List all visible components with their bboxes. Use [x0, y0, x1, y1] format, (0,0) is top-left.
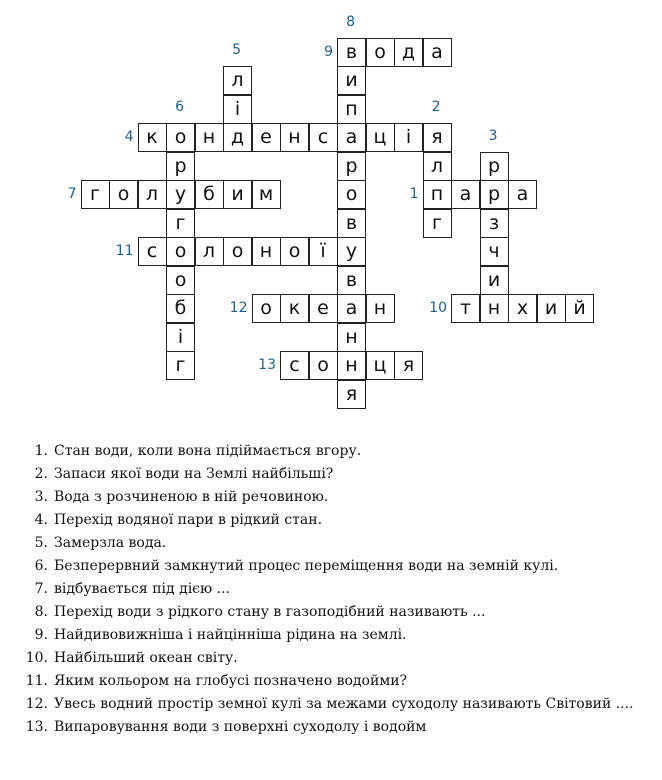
clue-item-text: Перехід водяної пари в рідкий стан.	[54, 512, 323, 528]
crossword-cell: о	[337, 180, 366, 209]
clue-item	[14, 509, 634, 532]
clue-number-8: 8	[346, 13, 355, 30]
crossword-cell: н	[337, 351, 366, 380]
clue-number-6: 6	[175, 99, 184, 115]
crossword-cell: н	[195, 123, 224, 152]
crossword-cell: и	[537, 294, 566, 323]
clue-number-10: 10	[429, 300, 447, 316]
clue-item-text: Найбільший океан світу.	[54, 650, 238, 666]
clue-item-number: 8.	[34, 604, 48, 620]
crossword-cell: т	[451, 294, 480, 323]
crossword-cell: ц	[366, 351, 395, 380]
crossword-cell: о	[109, 180, 138, 209]
crossword-cell: г	[166, 351, 195, 380]
crossword-cell: л	[138, 180, 167, 209]
crossword-cell: н	[480, 294, 509, 323]
clue-item	[14, 716, 634, 739]
crossword-cell: о	[280, 237, 309, 266]
clue-item	[14, 532, 634, 555]
crossword-cell: и	[223, 180, 252, 209]
clue-item-text: Увесь водний простір земної кулі за межами суходолу називають Світовий ....	[54, 696, 634, 712]
clue-item-number: 3.	[34, 489, 48, 505]
clue-item-number: 9.	[34, 627, 48, 643]
clue-number-5: 5	[232, 42, 241, 58]
crossword-cell: а	[508, 180, 537, 209]
crossword-cell: о	[166, 123, 195, 152]
clue-item	[14, 578, 634, 601]
crossword-cell: с	[138, 237, 167, 266]
crossword-cell: о	[252, 294, 281, 323]
clue-number-1: 1	[409, 186, 419, 202]
crossword-cell: р	[337, 152, 366, 181]
clue-number-12: 12	[229, 300, 248, 316]
clue-item-text: Випаровування води з поверхні суходолу і водойм	[54, 719, 427, 735]
crossword-cell: а	[337, 294, 366, 323]
clue-item	[14, 555, 634, 578]
crossword-cell: я	[337, 380, 366, 409]
clue-number-4: 4	[124, 129, 134, 145]
crossword-cell: д	[394, 38, 423, 67]
clue-item	[14, 647, 634, 670]
crossword-cell: й	[565, 294, 594, 323]
crossword-cell: в	[337, 266, 366, 295]
clue-number-9: 9	[324, 43, 333, 60]
crossword-cell: я	[394, 351, 423, 380]
clue-item	[14, 440, 634, 463]
crossword-cell: о	[223, 237, 252, 266]
clue-item	[14, 670, 634, 693]
crossword-cell: х	[508, 294, 537, 323]
clue-item-number: 1.	[34, 443, 48, 459]
crossword-cell: і	[166, 323, 195, 352]
clue-item-number: 7.	[34, 581, 48, 597]
crossword-cell: п	[337, 95, 366, 124]
crossword-cell: а	[337, 123, 366, 152]
crossword-cell: н	[252, 237, 281, 266]
clue-item-number: 13.	[25, 719, 48, 735]
crossword-cell: р	[480, 180, 509, 209]
clue-item	[14, 463, 634, 486]
crossword-cell: о	[309, 351, 338, 380]
clue-list	[14, 440, 634, 739]
crossword-cell: л	[223, 66, 252, 95]
crossword-cell: о	[166, 237, 195, 266]
clue-item	[14, 693, 634, 716]
clue-number-7: 7	[67, 186, 77, 202]
clue-item-text: Перехід води з рідкого стану в газоподібний називають ...	[54, 604, 486, 620]
crossword-cell: р	[480, 152, 509, 181]
crossword-cell: д	[223, 123, 252, 152]
crossword-cell: н	[337, 323, 366, 352]
crossword-cell: у	[337, 237, 366, 266]
crossword-cell: п	[423, 180, 452, 209]
crossword-cell: и	[480, 266, 509, 295]
clue-item-text: відбувається під дією ...	[54, 581, 231, 597]
clue-item-text: Безперервний замкнутий процес переміщення води на земній кулі.	[54, 558, 559, 574]
crossword-cell: г	[81, 180, 110, 209]
crossword-cell: у	[166, 180, 195, 209]
clue-item-number: 2.	[34, 466, 48, 482]
clue-item-text: Стан води, коли вона підіймається вгору.	[54, 443, 362, 459]
clue-item	[14, 601, 634, 624]
crossword-cell: я	[423, 123, 452, 152]
clue-number-3: 3	[488, 127, 498, 144]
crossword-cell: ї	[309, 237, 338, 266]
clue-number-11: 11	[115, 243, 134, 259]
crossword-cell: а	[423, 38, 452, 67]
crossword-cell: к	[138, 123, 167, 152]
crossword-cell: г	[166, 209, 195, 238]
clue-number-13: 13	[258, 357, 276, 373]
crossword-cell: і	[394, 123, 423, 152]
clue-item-number: 11.	[25, 673, 48, 689]
crossword-cell: н	[280, 123, 309, 152]
crossword-cell: с	[309, 123, 338, 152]
crossword-cell: ч	[480, 237, 509, 266]
crossword-cell: а	[451, 180, 480, 209]
crossword-cell: в	[337, 38, 366, 67]
clue-number-2: 2	[431, 99, 441, 115]
clue-item-number: 6.	[34, 558, 48, 574]
clue-item-text: Замерзла вода.	[54, 535, 167, 551]
crossword-cell: р	[166, 152, 195, 181]
clue-item-number: 12.	[25, 696, 48, 712]
crossword-cell: с	[280, 351, 309, 380]
clue-item-text: Запаси якої води на Землі найбільші?	[54, 466, 334, 482]
crossword-cell: л	[423, 152, 452, 181]
crossword-cell: о	[366, 38, 395, 67]
crossword-cell: г	[423, 209, 452, 238]
crossword-cell: и	[337, 66, 366, 95]
crossword-cell: з	[480, 209, 509, 238]
clue-item-text: Вода з розчиненою в ній речовиною.	[54, 489, 329, 505]
crossword-cell: о	[166, 266, 195, 295]
crossword-cell: е	[309, 294, 338, 323]
clue-item-number: 10.	[25, 650, 48, 666]
crossword-cell: ц	[366, 123, 395, 152]
clue-item-text: Яким кольором на глобусі позначено водойми?	[54, 673, 408, 689]
crossword-cell: б	[166, 294, 195, 323]
crossword-cell: б	[195, 180, 224, 209]
clue-item-number: 4.	[34, 512, 48, 528]
crossword-cell: к	[280, 294, 309, 323]
crossword-cell: е	[252, 123, 281, 152]
crossword-cell: н	[366, 294, 395, 323]
clue-item	[14, 624, 634, 647]
crossword-cell: м	[252, 180, 281, 209]
crossword-cell: л	[195, 237, 224, 266]
crossword-cell: і	[223, 95, 252, 124]
crossword-cell: в	[337, 209, 366, 238]
clue-item-number: 5.	[34, 535, 48, 551]
clue-item-text: Найдивовижніша і найцінніша рідина на землі.	[54, 627, 407, 643]
clue-item	[14, 486, 634, 509]
